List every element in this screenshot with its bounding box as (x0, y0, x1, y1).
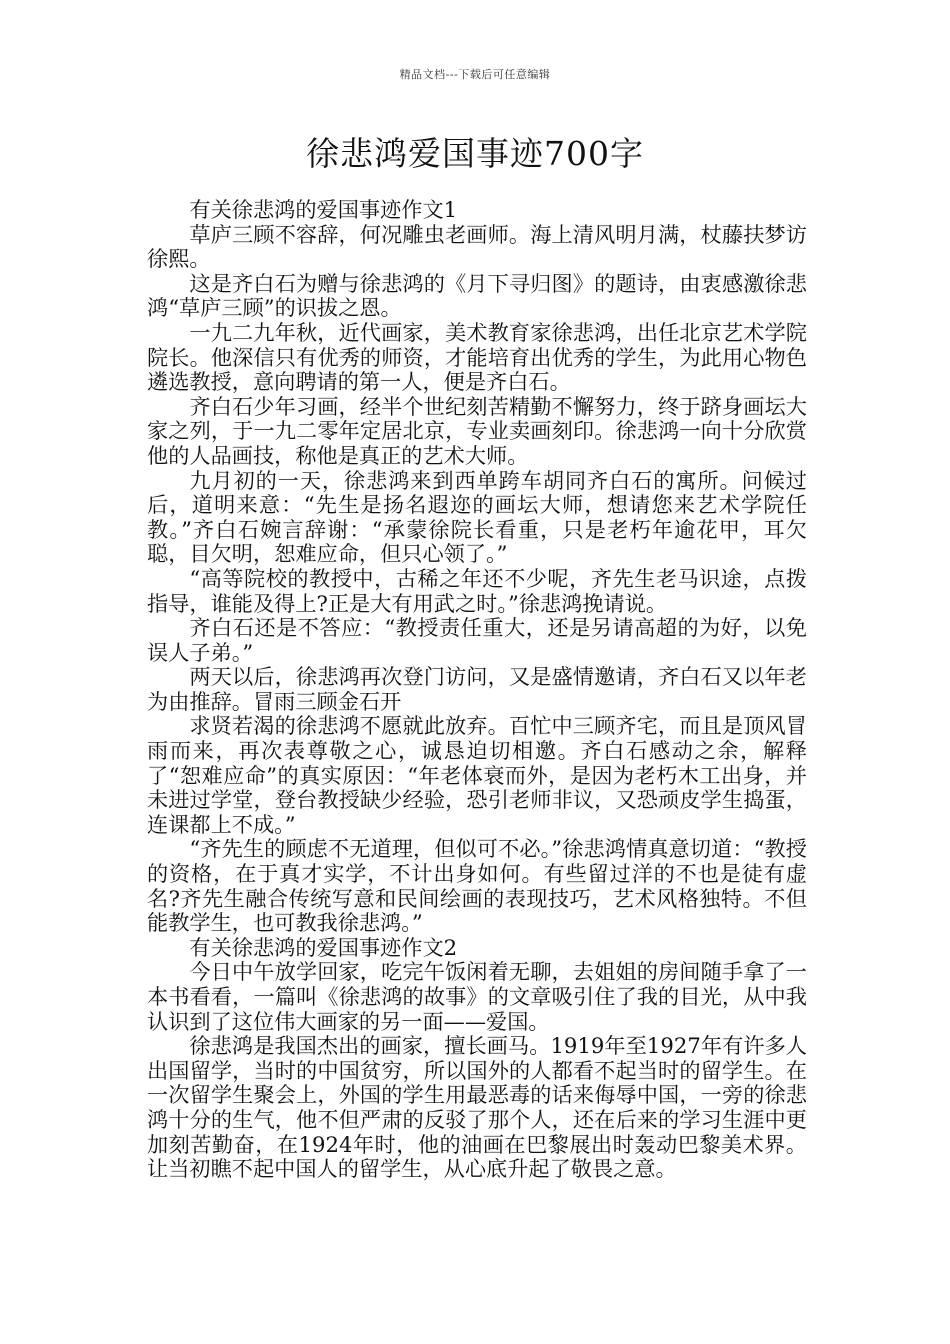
paragraph: 齐白石少年习画，经半个世纪刻苦精勤不懈努力，终于跻身画坛大家之列，于一九二零年定居北京，专业卖画刻印。徐悲鸿一向十分欣赏他的人品画技，称他是真正的艺术大师。 (147, 393, 807, 468)
paragraph: 今日中午放学回家，吃完午饭闲着无聊，去姐姐的房间随手拿了一本书看看，一篇叫《徐悲鸿的故事》的文章吸引住了我的目光，从中我认识到了这位伟大画家的另一面——爱国。 (147, 959, 807, 1034)
paragraph-section-heading-2: 有关徐悲鸿的爱国事迹作文2 (189, 934, 458, 960)
paragraph: 这是齐白石为赠与徐悲鸿的《月下寻归图》的题诗，由衷感激徐悲鸿“草庐三顾”的识拔之恩。 (147, 270, 807, 321)
paragraph: 草庐三顾不容辞，何况雕虫老画师。海上清风明月满，杖藤扶梦访徐熙。 (147, 221, 807, 272)
paragraph: 齐白石还是不答应：“教授责任重大，还是另请高超的为好，以免误人子弟。” (147, 615, 807, 665)
paragraph-section-heading-1: 有关徐悲鸿的爱国事迹作文1 (189, 197, 458, 222)
paragraph: 求贤若渴的徐悲鸿不愿就此放弃。百忙中三顾齐宅，而且是顶风冒雨而来，再次表尊敬之心，诚恳迫切相邀。齐白石感动之余，解释了“恕难应命”的真实原因：“年老体衰而外，是因为老朽木工出身，并未进过学堂，登台教授缺少经验，恐引老师非议，又恐顽皮学生捣蛋，连课都上不成。” (147, 713, 807, 837)
paragraph: 九月初的一天，徐悲鸿来到西单跨车胡同齐白石的寓所。问候过后，道明来意：“先生是扬名遐迩的画坛大师，想请您来艺术学院任教。”齐白石婉言辞谢：“承蒙徐院长看重，只是老朽年逾花甲，耳欠聪，目欠明，恕难应命，但只心领了。” (147, 467, 807, 567)
document-body (147, 198, 807, 1182)
paragraph: 徐悲鸿是我国杰出的画家，擅长画马。1919年至1927年有许多人出国留学，当时的中国贫穷，所以国外的人都看不起当时的留学生。在一次留学生聚会上，外国的学生用最恶毒的话来侮辱中国，一旁的徐悲鸿十分的生气，他不但严肃的反驳了那个人，还在后来的学习生涯中更加刻苦勤奋，在1924年时，他的油画在巴黎展出时轰动巴黎美术界。让当初瞧不起中国人的留学生，从心底升起了敬畏之意。 (147, 1033, 807, 1182)
paragraph: “高等院校的教授中，古稀之年还不少呢，齐先生老马识途，点拨指导，谁能及得上?正是大有用武之时。”徐悲鸿挽请说。 (147, 565, 807, 616)
paragraph: 一九二九年秋，近代画家，美术教育家徐悲鸿，出任北京艺术学院院长。他深信只有优秀的师资，才能培育出优秀的学生，为此用心物色遴选教授，意向聘请的第一人，便是齐白石。 (147, 319, 807, 395)
page-header: 精品文档---下载后可任意编辑 (399, 68, 551, 81)
paragraph: 两天以后，徐悲鸿再次登门访问，又是盛情邀请，齐白石又以年老为由推辞。冒雨三顾金石开 (147, 664, 807, 714)
paragraph: “齐先生的顾虑不无道理，但似可不必。”徐悲鸿情真意切道：“教授的资格，在于真才实学，不计出身如何。有些留过洋的不也是徒有虚名?齐先生融合传统写意和民间绘画的表现技巧，艺术风格独特。不但能教学生，也可教我徐悲鸿。” (147, 836, 807, 936)
document-title: 徐悲鸿爱国事迹700字 (306, 134, 644, 173)
